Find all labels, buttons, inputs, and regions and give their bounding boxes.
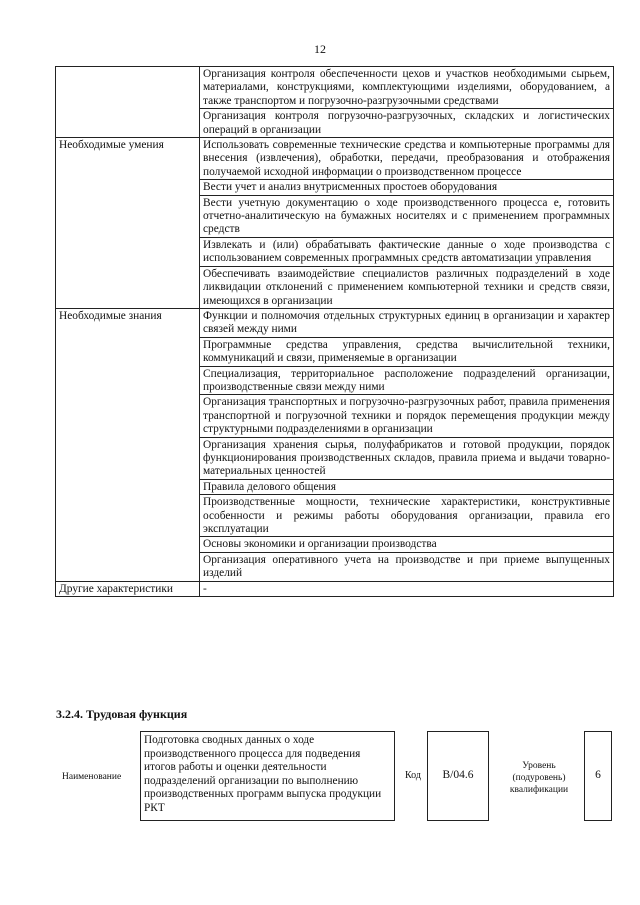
labor-function-name-value: Подготовка сводных данных о ходе производственного процесса для подведения итогов работы и оценки деятельности подразделений организации по выполнению производственных программ выпуска продукции РКТ (140, 731, 395, 821)
row-item: Вести учетную документацию о ходе производственного процесса е, готовить отчетно-аналитическую на бумажных носителях и с применением программных средств (200, 195, 614, 237)
row-item: Извлекать и (или) обрабатывать фактические данные о ходе производства с использованием современных программных средств автоматизации управления (200, 237, 614, 266)
row-label: Необходимые знания (56, 308, 200, 581)
labor-function-code-label: Код (405, 770, 421, 781)
row-item: Организация оперативного учета на производстве и при приеме выпущенных изделий (200, 552, 614, 581)
row-item: Программные средства управления, средства вычислительной техники, коммуникаций и связи, применяемые в организации (200, 337, 614, 366)
labor-function-name-label: Наименование (62, 772, 122, 782)
row-label: Другие характеристики (56, 581, 200, 596)
row-label (56, 67, 200, 138)
section-title: 3.2.4. Трудовая функция (56, 707, 188, 721)
row-item: Организация хранения сырья, полуфабрикатов и готовой продукции, порядок функционирования производственных складов, правила приема и выдачи товарно-материальных ценностей (200, 437, 614, 479)
row-item: Организация контроля обеспеченности цехов и участков необходимыми сырьем, материалами, конструкциями, комплектующими изделиями, оборудованием, а также транспортом и погрузочно-разгрузочными средствами (200, 67, 614, 109)
table-row (56, 67, 614, 109)
row-item: Основы экономики и организации производства (200, 537, 614, 552)
labor-function-code-value: B/04.6 (427, 731, 489, 821)
row-item: Специализация, территориальное расположение подразделений организации, производственные связи между ними (200, 366, 614, 395)
row-item: Правила делового общения (200, 479, 614, 494)
row-item: Использовать современные технические средства и компьютерные программы для внесения (извлечения), обработки, передачи, преобразования и отображения получаемой исходной информации о производственном процессе (200, 138, 614, 180)
page-number: 12 (314, 42, 326, 56)
requirements-table (55, 66, 614, 597)
table-row (56, 138, 614, 180)
row-label: Необходимые умения (56, 138, 200, 309)
row-item: Обеспечивать взаимодействие специалистов различных подразделений в ходе ликвидации отклонений с применением компьютерной техники и средств связи, имеющихся в организации (200, 266, 614, 308)
qualification-level-value: 6 (584, 731, 612, 821)
row-item: Организация транспортных и погрузочно-разгрузочных работ, правила применения транспортной и погрузочной техники и порядок перемещения продукции между структурными подразделениями в организации (200, 395, 614, 437)
row-item: Функции и полномочия отдельных структурных единиц в организации и характер связей между ними (200, 308, 614, 337)
qualification-level-label: Уровень (подуровень) квалификации (509, 761, 569, 795)
row-item: - (200, 581, 614, 596)
row-item: Вести учет и анализ внутрисменных простоев оборудования (200, 180, 614, 195)
table-row (56, 308, 614, 337)
table-row (56, 581, 614, 596)
requirements-table-body (56, 67, 614, 597)
row-item: Производственные мощности, технические характеристики, конструктивные особенности и режимы работы оборудования организации, правила его эксплуатации (200, 495, 614, 537)
row-item: Организация контроля погрузочно-разгрузочных, складских и логистических операций в организации (200, 109, 614, 138)
